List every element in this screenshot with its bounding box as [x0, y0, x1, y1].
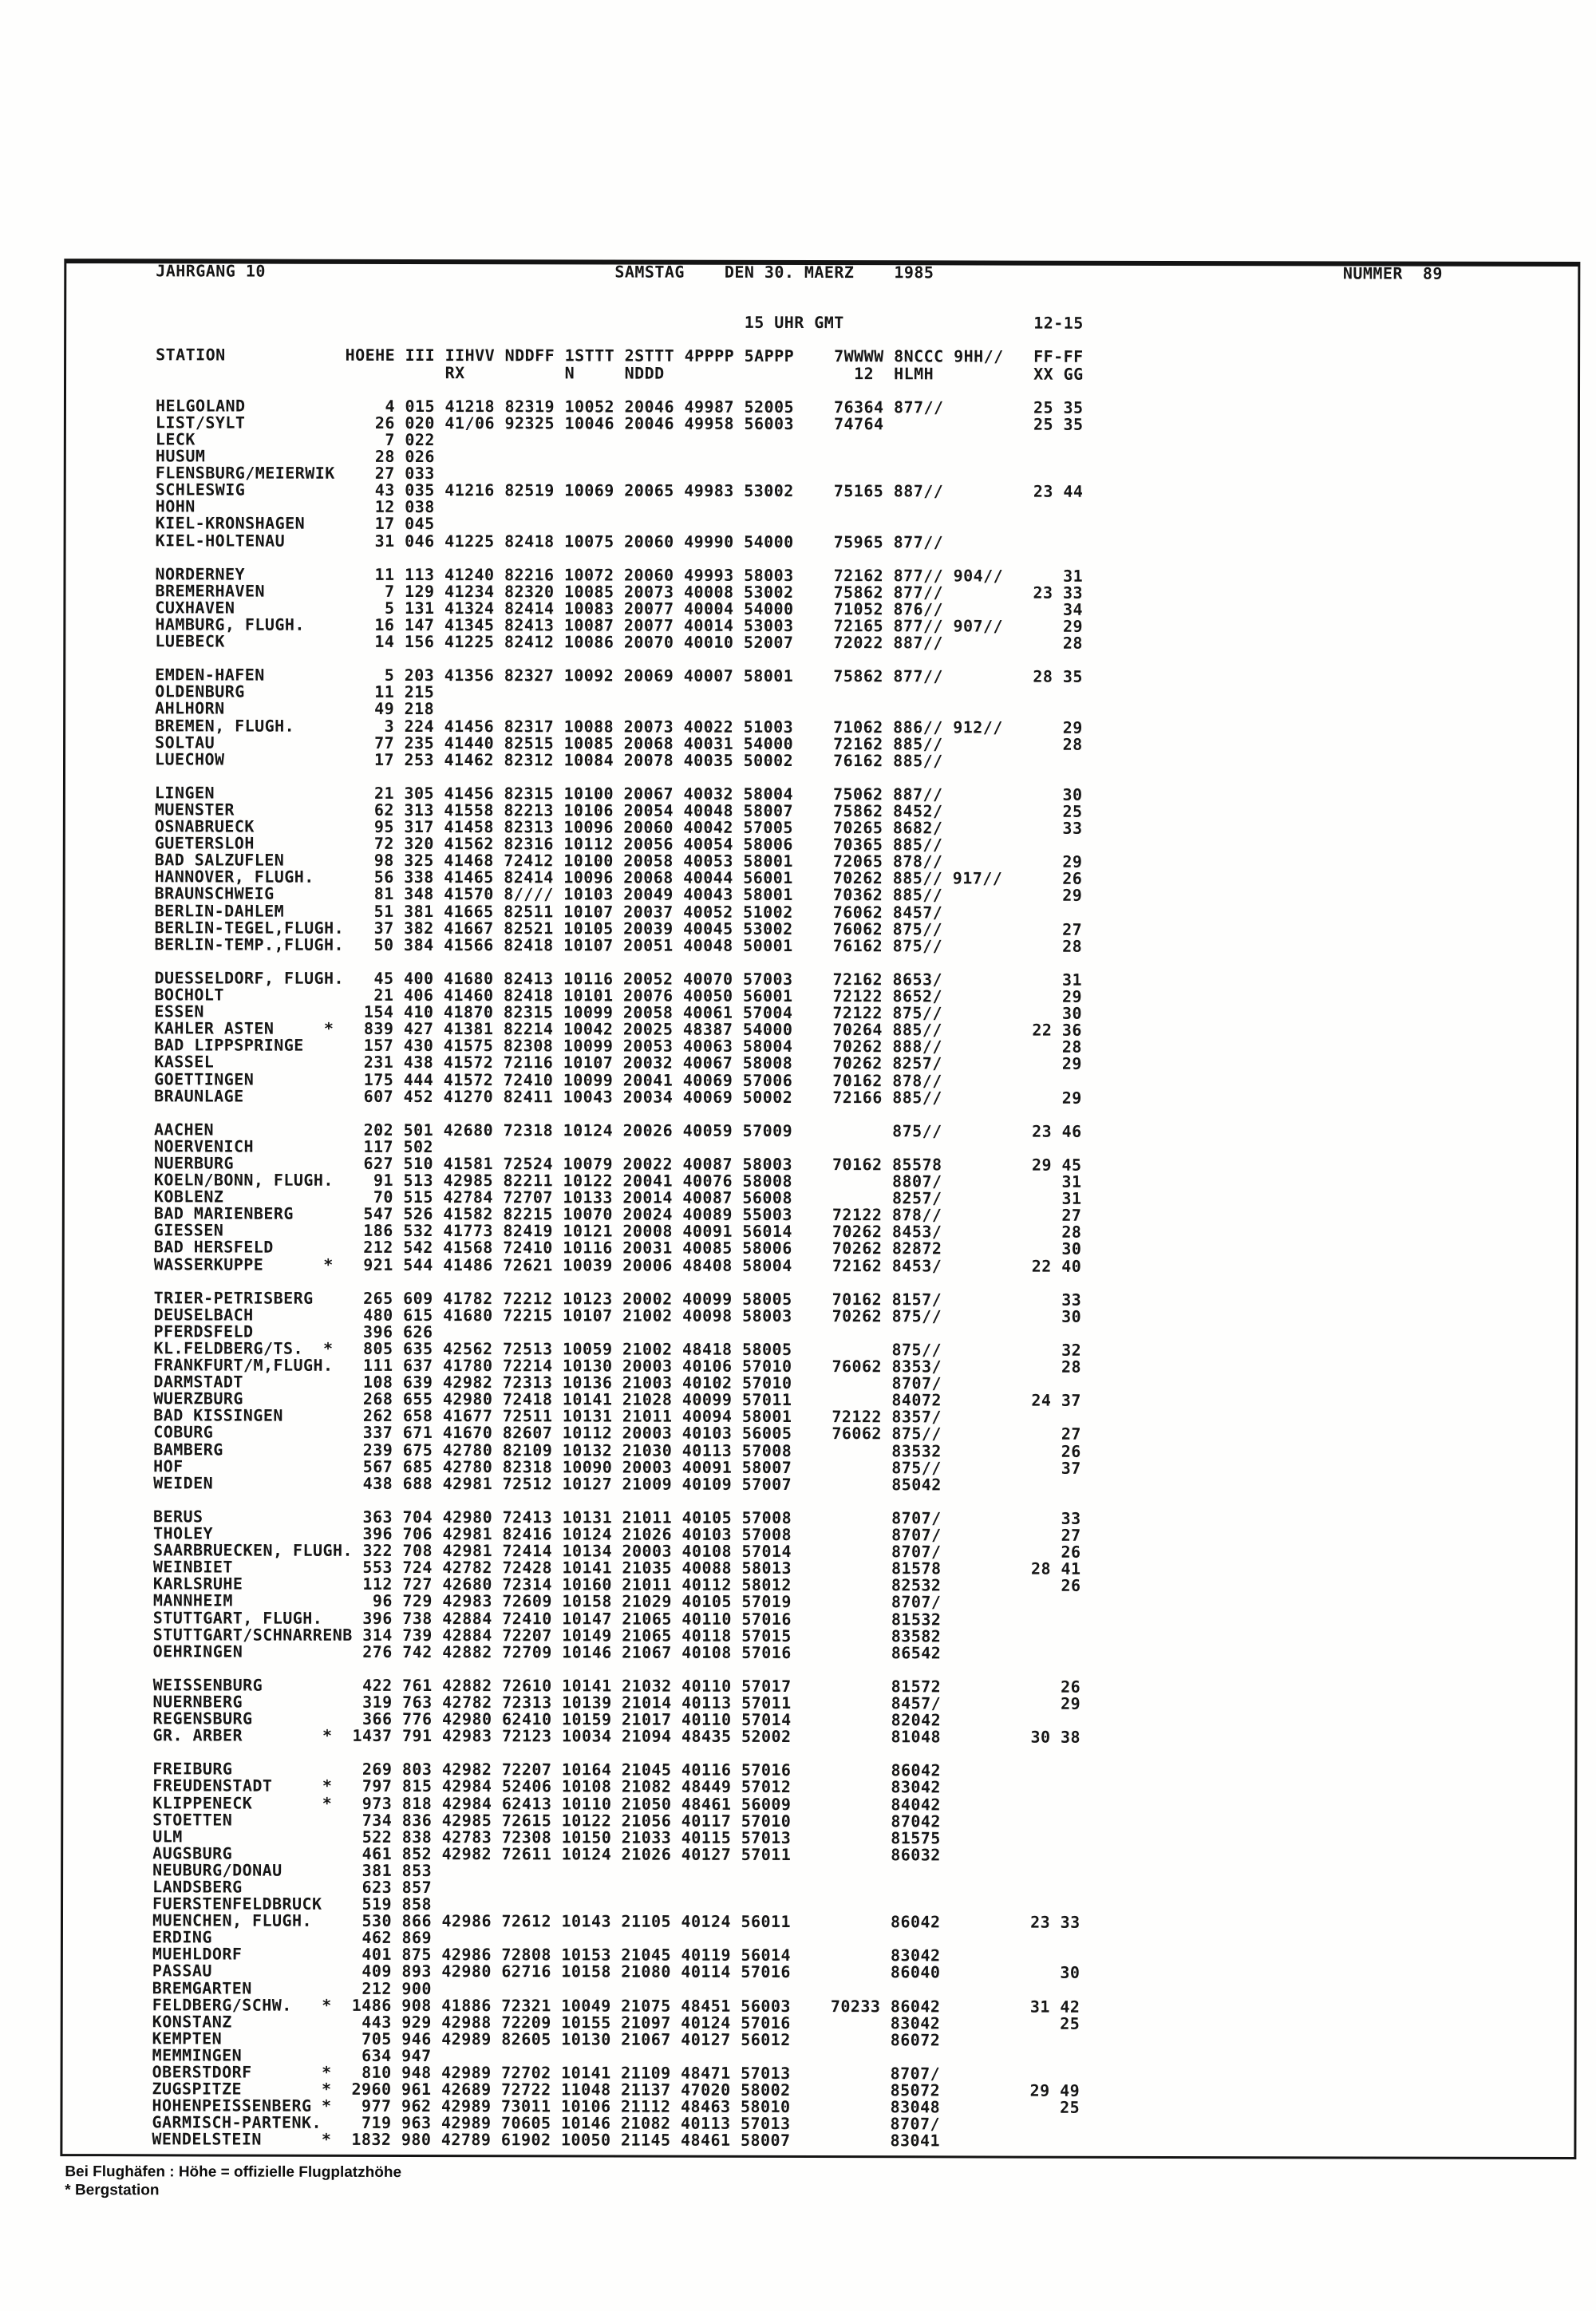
report-line: NUERBURG 627 510 41581 72524 10079 20022 40087 58003 70162 85578 29 45 — [153, 1153, 1082, 1175]
report-line: KEMPTEN 705 946 42989 82605 10130 21067 40127 56012 86072 — [152, 2029, 941, 2050]
report-line: LECK 7 022 — [155, 429, 435, 449]
report-line: CUXHAVEN 5 131 41324 82414 10083 20077 40004 54000 71052 876// 34 — [155, 598, 1084, 619]
report-line: ULM 522 838 42783 72308 10150 21033 40115 57013 81575 — [152, 1827, 941, 1848]
report-line: HUSUM 28 026 — [155, 446, 435, 467]
report-line: GOETTINGEN 175 444 41572 72410 10099 20041 40069 57006 70162 878// — [154, 1069, 942, 1090]
report-line: STUTTGART, FLUGH. 396 738 42884 72410 10147 21065 40110 57016 81532 — [152, 1607, 942, 1629]
report-line: FUERSTENFELDBRUCK 519 858 — [152, 1894, 433, 1914]
report-line: BAD KISSINGEN 262 658 41677 72511 10131 21011 40094 58001 72122 8357/ — [153, 1405, 942, 1427]
report-line: LIST/SYLT 26 020 41/06 92325 10046 20046 49958 56003 74764 25 35 — [155, 413, 1084, 434]
report-line: BAMBERG 239 675 42780 82109 10132 21030 40113 57008 83532 26 — [153, 1439, 1081, 1461]
report-line: FREUDENSTADT * 797 815 42984 52406 10108 21082 48449 57012 83042 — [152, 1776, 941, 1797]
report-line: BERLIN-DAHLEM 51 381 41665 82511 10107 20037 40052 51002 76062 8457/ — [154, 900, 943, 922]
report-line: KONSTANZ 443 929 42988 72209 10155 21097 40124 57016 83042 25 — [152, 2012, 1080, 2033]
report-line: COBURG 337 671 41670 82607 10112 20003 40103 56005 76062 875// 27 — [153, 1422, 1081, 1444]
report-line: MEMMINGEN 634 947 — [152, 2045, 432, 2065]
report-line: SOLTAU 77 235 41440 82515 10085 20068 40031 54000 72162 885// 28 — [155, 732, 1083, 754]
report-line: DARMSTADT 108 639 42982 72313 10136 21003 40102 57010 8707/ — [153, 1372, 942, 1393]
report-line: LUEBECK 14 156 41225 82412 10086 20070 40010 52007 72022 887// 28 — [155, 631, 1083, 653]
report-line: HELGOLAND 4 015 41218 82319 10052 20046 49987 52005 76364 877// 25 35 — [155, 396, 1084, 417]
report-line: RX N NDDD 12 HLMH XX GG — [156, 361, 1084, 384]
report-line: BAD MARIENBERG 547 526 41582 82215 10070 20024 40089 55003 72122 878// 27 — [153, 1203, 1082, 1225]
report-line: EMDEN-HAFEN 5 203 41356 82327 10092 20069 40007 58001 75862 877// 28 35 — [155, 665, 1083, 686]
report-line: SAARBRUECKEN, FLUGH. 322 708 42981 72414 10134 20003 40108 57014 8707/ 26 — [152, 1540, 1081, 1562]
report-line: WEINBIET 553 724 42782 72428 10141 21035 40088 58013 81578 28 41 — [152, 1557, 1081, 1578]
report-line: BREMERHAVEN 7 129 41234 82320 10085 20073 40008 53002 75862 877// 23 33 — [155, 581, 1084, 602]
report-line: HANNOVER, FLUGH. 56 338 41465 82414 10096 20068 40044 56001 70262 885// 917// 26 — [154, 867, 1083, 889]
report-line: WENDELSTEIN * 1832 980 42789 61902 10050 21145 48461 58007 83041 — [152, 2129, 941, 2151]
report-line: STOETTEN 734 836 42985 72615 10122 21056 40117 57010 87042 — [152, 1809, 941, 1831]
report-line: BREMEN, FLUGH. 3 224 41456 82317 10088 20073 40022 51003 71062 886// 912// 29 — [155, 715, 1083, 737]
weather-report-body — [152, 263, 1443, 2151]
report-line: HOHN 12 038 — [155, 496, 435, 517]
footnote-airport-height: Bei Flughäfen : Höhe = offizielle Flugplatzhöhe — [65, 2163, 402, 2181]
report-line: NUERNBERG 319 763 42782 72313 10139 21014 40113 57011 8457/ 29 — [152, 1692, 1081, 1713]
report-line: STUTTGART/SCHNARRENB 314 739 42884 72207 10149 21065 40118 57015 83582 — [152, 1624, 942, 1645]
report-line: NORDERNEY 11 113 41240 82216 10072 20060 49993 58003 72162 877// 904// 31 — [155, 563, 1084, 586]
report-line: BREMGARTEN 212 900 — [152, 1977, 432, 1998]
report-line: OSNABRUECK 95 317 41458 82313 10096 20060 40042 57005 70265 8682/ 33 — [154, 816, 1083, 838]
report-line: MUENSTER 62 313 41558 82213 10106 20054 40048 58007 75862 8452/ 25 — [154, 800, 1083, 821]
report-line: BAD LIPPSPRINGE 157 430 41575 82308 10099 20053 40063 58004 70262 888// 28 — [154, 1035, 1082, 1057]
report-line: GR. ARBER * 1437 791 42983 72123 10034 21094 48435 52002 81048 30 38 — [152, 1725, 1081, 1747]
report-line: STATION HOEHE III IIHVV NDDFF 1STTT 2STTT 4PPPP 5APPP 7WWWW 8NCCC 9HH// FF-FF — [156, 345, 1084, 367]
report-line: OEHRINGEN 276 742 42882 72709 10146 21067 40108 57016 86542 — [152, 1641, 942, 1663]
report-line: 15 UHR GMT 12-15 — [156, 311, 1084, 334]
report-line: WUERZBURG 268 655 42980 72418 10141 21028 40099 57011 84072 24 37 — [153, 1389, 1081, 1411]
report-line: BERUS 363 704 42980 72413 10131 21011 40105 57008 8707/ 33 — [153, 1507, 1081, 1528]
report-line: GARMISCH-PARTENK. 719 963 42989 70605 10146 21082 40113 57013 8707/ — [152, 2112, 941, 2134]
report-line: ERDING 462 869 — [152, 1927, 433, 1948]
report-line: NEUBURG/DONAU 381 853 — [152, 1860, 433, 1880]
report-line: DUESSELDORF, FLUGH. 45 400 41680 82413 10116 20052 40070 57003 72162 8653/ 31 — [154, 968, 1083, 990]
report-line: HOHENPEISSENBERG * 977 962 42989 73011 10106 21112 48463 58010 83048 25 — [152, 2096, 1080, 2117]
report-line: HOF 567 685 42780 82318 10090 20003 40091 58007 875// 37 — [153, 1456, 1081, 1478]
report-line: JAHRGANG 10 SAMSTAG DEN 30. MAERZ 1985 NUMMER 89 — [156, 261, 1443, 283]
report-line: BRAUNLAGE 607 452 41270 82411 10043 20034 40069 50002 72166 885// 29 — [154, 1085, 1082, 1108]
report-line: FLENSBURG/MEIERWIK 27 033 — [155, 463, 435, 484]
report-line: OBERSTDORF * 810 948 42989 72702 10141 21109 48471 57013 8707/ — [152, 2062, 941, 2084]
report-line: WEISSENBURG 422 761 42882 72610 10141 21032 40110 57017 81572 26 — [152, 1675, 1081, 1697]
report-line: BRAUNSCHWEIG 81 348 41570 8//// 10103 20049 40043 58001 70362 885// 29 — [154, 883, 1083, 906]
report-line: NOERVENICH 117 502 — [153, 1136, 434, 1156]
report-line: PASSAU 409 893 42980 62716 10158 21080 40114 57016 86040 30 — [152, 1961, 1080, 1983]
report-line: KOBLENZ 70 515 42784 72707 10133 20014 40087 56008 8257/ 31 — [153, 1187, 1082, 1208]
report-line: FELDBERG/SCHW. * 1486 908 41886 72321 10049 21075 48451 56003 70233 86042 31 42 — [152, 1994, 1080, 2017]
report-line: AACHEN 202 501 42680 72318 10124 20026 40059 57009 875// 23 46 — [154, 1120, 1082, 1141]
report-line: KARLSRUHE 112 727 42680 72314 10160 21011 40112 58012 82532 26 — [152, 1574, 1081, 1596]
footnote-bergstation: * Bergstation — [65, 2182, 160, 2199]
report-line: HAMBURG, FLUGH. 16 147 41345 82413 10087 20077 40014 53003 72165 877// 907// 29 — [155, 614, 1084, 636]
report-line: BAD HERSFELD 212 542 41568 72410 10116 20031 40085 58006 70262 82872 30 — [153, 1237, 1082, 1259]
report-line: MANNHEIM 96 729 42983 72609 10158 21029 40105 57019 8707/ — [152, 1590, 942, 1612]
report-line: REGENSBURG 366 776 42980 62410 10159 21017 40110 57014 82042 — [152, 1709, 942, 1730]
report-line: SCHLESWIG 43 035 41216 82519 10069 20065 49983 53002 75165 887// 23 44 — [155, 480, 1084, 501]
report-line: ZUGSPITZE * 2960 961 42689 72722 11048 21137 47020 58002 85072 29 49 — [152, 2079, 1080, 2100]
report-line: TRIER-PETRISBERG 265 609 41782 72212 10123 20002 40099 58005 70162 8157/ 33 — [153, 1288, 1082, 1310]
report-line: GUETERSLOH 72 320 41562 82316 10112 20056 40054 58006 70365 885// — [154, 833, 943, 855]
report-line: FREIBURG 269 803 42982 72207 10164 21045 40116 57016 86042 — [152, 1759, 942, 1780]
report-line: KOELN/BONN, FLUGH. 91 513 42985 82211 10122 20041 40076 58008 8807/ 31 — [153, 1170, 1082, 1191]
report-line: KL.FELDBERG/TS. * 805 635 42562 72513 10059 21002 48418 58005 875// 32 — [153, 1338, 1082, 1360]
report-line: BAD SALZUFLEN 98 325 41468 72412 10100 20058 40053 58001 72065 878// 29 — [154, 850, 1083, 872]
report-line: GIESSEN 186 532 41773 82419 10121 20008 40091 56014 70262 8453/ 28 — [153, 1220, 1082, 1242]
report-line: BERLIN-TEGEL,FLUGH. 37 382 41667 82521 10105 20039 40045 53002 76062 875// 27 — [154, 917, 1083, 939]
report-line: LANDSBERG 623 857 — [152, 1877, 433, 1898]
report-line: OLDENBURG 11 215 — [155, 681, 435, 702]
report-line: MUENCHEN, FLUGH. 530 866 42986 72612 10143 21105 40124 56011 86042 23 33 — [152, 1910, 1080, 1932]
report-line: LINGEN 21 305 41456 82315 10100 20067 40032 58004 75062 887// 30 — [154, 783, 1083, 804]
report-line: KIEL-HOLTENAU 31 046 41225 82418 10075 20060 49990 54000 75965 877// — [155, 530, 944, 551]
report-line: WASSERKUPPE * 921 544 41486 72621 10039 20006 48408 58004 72162 8453/ 22 40 — [153, 1254, 1082, 1276]
report-line: KLIPPENECK * 973 818 42984 62413 10110 21050 48461 56009 84042 — [152, 1792, 941, 1814]
footnotes — [65, 2163, 401, 2200]
report-line: BOCHOLT 21 406 41460 82418 10101 20076 40050 56001 72122 8652/ 29 — [154, 985, 1083, 1006]
report-line: WEIDEN 438 688 42981 72512 10127 21009 40109 57007 85042 — [153, 1473, 942, 1495]
report-line: PFERDSFELD 396 626 — [153, 1321, 433, 1341]
report-line: AHLHORN 49 218 — [155, 698, 435, 719]
report-line: DEUSELBACH 480 615 41680 72215 10107 21002 40098 58003 70262 875// 30 — [153, 1305, 1082, 1326]
report-line: THOLEY 396 706 42981 82416 10124 21026 40103 57008 8707/ 27 — [152, 1523, 1081, 1545]
report-line: FRANKFURT/M,FLUGH. 111 637 41780 72214 10130 20003 40106 57010 76062 8353/ 28 — [153, 1355, 1082, 1377]
report-line: KIEL-KRONSHAGEN 17 045 — [155, 513, 435, 534]
report-line: KASSEL 231 438 41572 72116 10107 20032 40067 58008 70262 8257/ 29 — [154, 1052, 1082, 1074]
report-line: MUEHLDORF 401 875 42986 72808 10153 21045 40119 56014 83042 — [152, 1944, 941, 1965]
report-line: KAHLER ASTEN * 839 427 41381 82214 10042 20025 48387 54000 70264 885// 22 36 — [154, 1018, 1082, 1040]
report-line: LUECHOW 17 253 41462 82312 10084 20078 40035 50002 76162 885// — [155, 749, 943, 771]
report-line: ESSEN 154 410 41870 82315 10099 20058 40061 57004 72122 875// 30 — [154, 1001, 1082, 1023]
report-line: AUGSBURG 461 852 42982 72611 10124 21026 40127 57011 86032 — [152, 1843, 941, 1865]
report-line: BERLIN-TEMP.,FLUGH. 50 384 41566 82418 10107 20051 40048 50001 76162 875// 28 — [154, 934, 1083, 956]
